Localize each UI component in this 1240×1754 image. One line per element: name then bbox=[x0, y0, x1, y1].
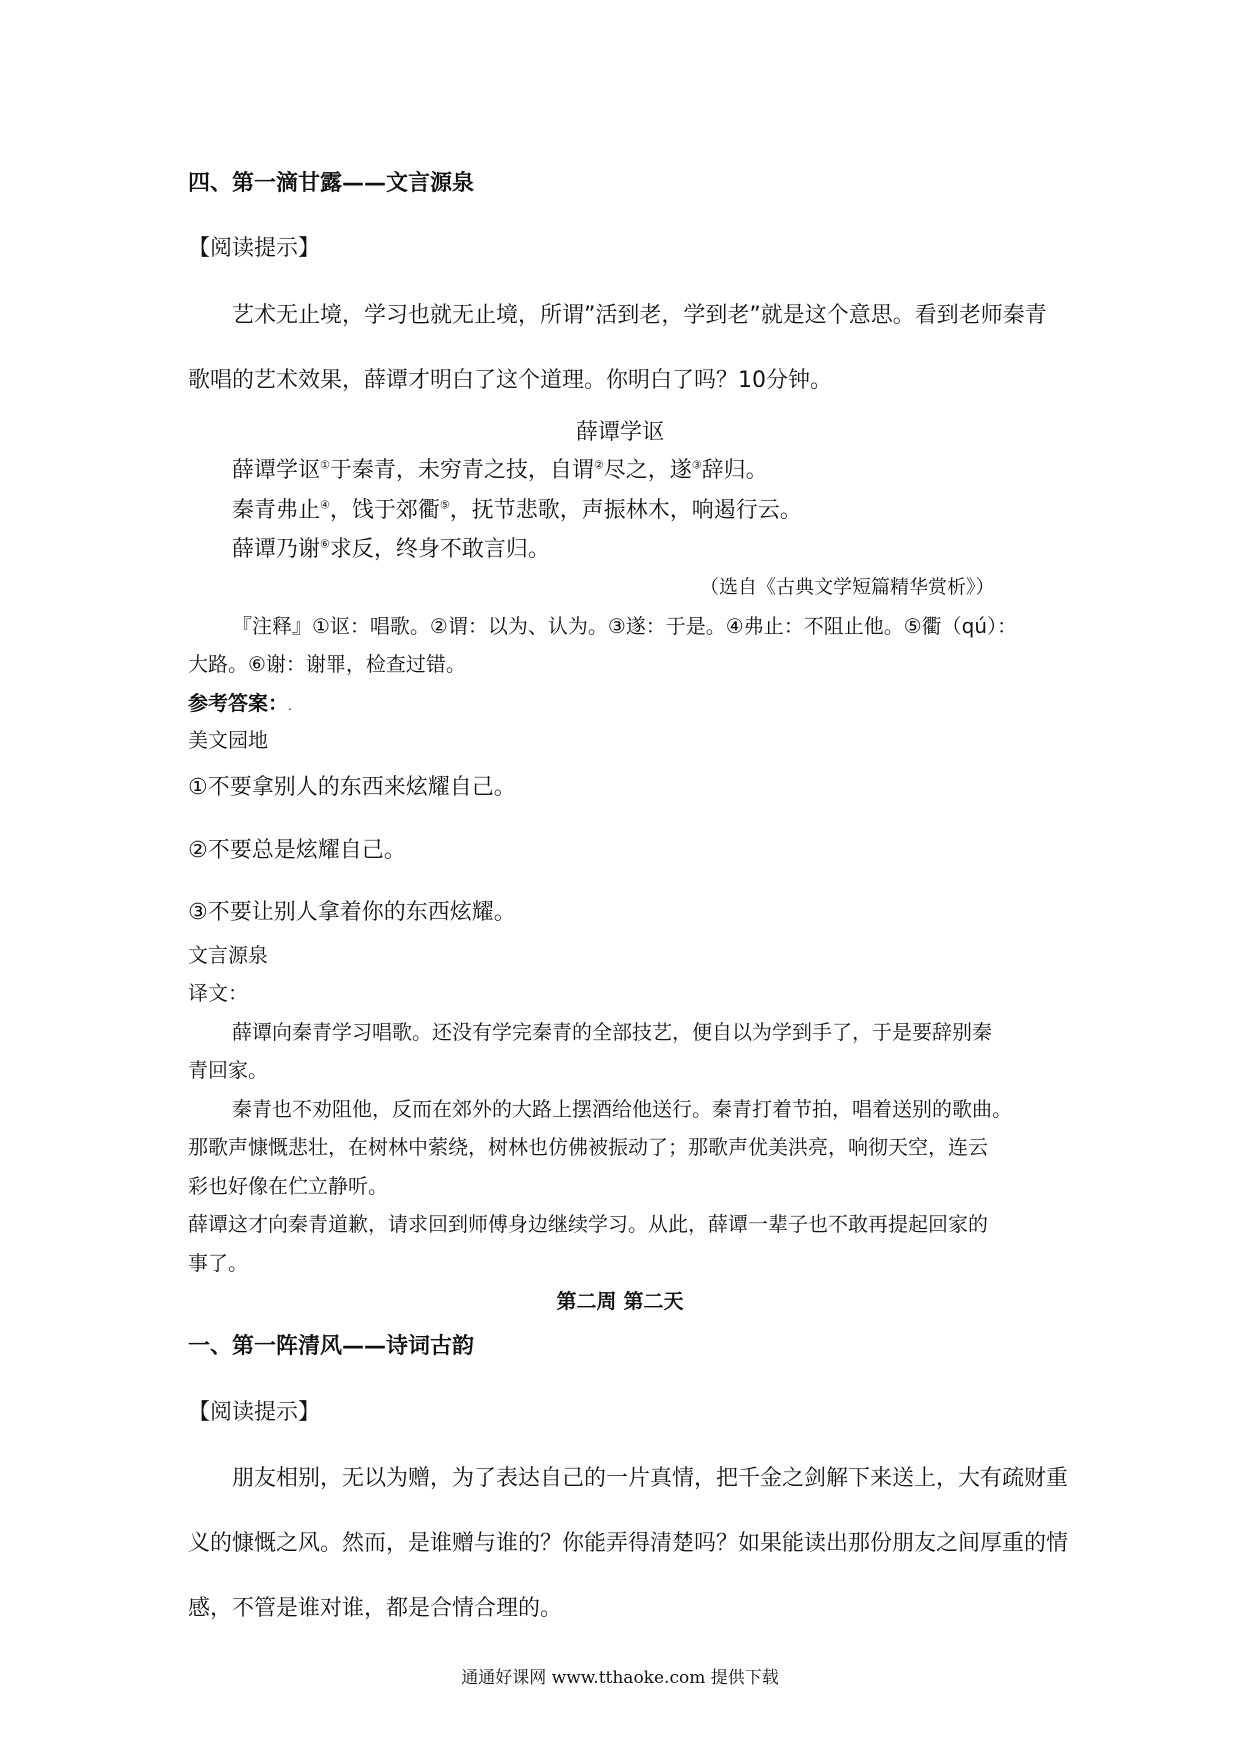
reading-hint-label: 【阅读提示】 bbox=[188, 236, 321, 261]
poem-line: 薛谭学讴①于秦青，未穷青之技，自谓②尽之，遂③辞归。 bbox=[232, 458, 768, 483]
answer-subheading: 美文园地 bbox=[188, 728, 268, 752]
section-heading: 一、第一阵清风——诗词古韵 bbox=[188, 1334, 475, 1359]
translation-text: 彩也好像在伫立静听。 bbox=[188, 1174, 388, 1198]
translation-text: 秦青也不劝阻他，反而在郊外的大路上摆酒给他送行。秦青打着节拍，唱着送别的歌曲。 bbox=[232, 1097, 1012, 1121]
poem-title: 薛谭学讴 bbox=[575, 420, 664, 445]
translation-text: 薛谭向秦青学习唱歌。还没有学完秦青的全部技艺，便自以为学到手了，于是要辞别秦 bbox=[232, 1020, 992, 1044]
poem-line: 秦青弗止④，饯于郊衢⑤，抚节悲歌，声振林木，响遏行云。 bbox=[232, 498, 802, 523]
translation-text: 事了。 bbox=[188, 1251, 248, 1275]
footnote-marker: ⑥ bbox=[320, 537, 330, 551]
reading-hint-text: 朋友相别，无以为赠，为了表达自己的一片真情，把千金之剑解下来送上，大有疏财重 bbox=[232, 1466, 1069, 1491]
poem-line: 薛谭乃谢⑥求反，终身不敢言归。 bbox=[232, 537, 550, 562]
translation-text: 薛谭这才向秦青道歉，请求回到师傅身边继续学习。从此，薛谭一辈子也不敢再提起回家的 bbox=[188, 1212, 988, 1236]
translation-text: 那歌声慷慨悲壮，在树林中萦绕，树林也仿佛被振动了；那歌声优美洪亮，响彻天空，连云 bbox=[188, 1135, 988, 1159]
poem-source: （选自《古典文学短篇精华赏析》） bbox=[700, 576, 995, 598]
reading-hint-label: 【阅读提示】 bbox=[188, 1400, 321, 1425]
answer-item: ②不要总是炫耀自己。 bbox=[188, 838, 406, 863]
annotation-text: 『注释』①讴：唱歌。②谓：以为、认为。③遂：于是。④弗止：不阻止他。⑤衢（qú）： bbox=[232, 614, 1018, 638]
translation-label: 译文： bbox=[188, 981, 248, 1005]
answer-subheading: 文言源泉 bbox=[188, 943, 268, 967]
annotation-text: 大路。⑥谢：谢罪，检查过错。 bbox=[188, 652, 466, 676]
footnote-marker: ④ bbox=[320, 498, 330, 512]
translation-text: 青回家。 bbox=[188, 1058, 268, 1082]
footnote-marker: ③ bbox=[691, 458, 702, 472]
week-heading: 第二周 第二天 bbox=[556, 1289, 684, 1313]
answer-item: ③不要让别人拿着你的东西炫耀。 bbox=[188, 900, 516, 925]
reading-hint-text: 艺术无止境，学习也就无止境，所谓”活到老，学到老”就是这个意思。看到老师秦青 bbox=[232, 303, 1047, 328]
reading-hint-text: 歌唱的艺术效果，薛谭才明白了这个道理。你明白了吗？10分钟。 bbox=[188, 368, 832, 393]
footnote-marker: ⑤ bbox=[439, 498, 450, 512]
footnote-marker: ② bbox=[593, 458, 604, 472]
section-heading: 四、第一滴甘露——文言源泉 bbox=[188, 171, 475, 196]
page-footer: 通通好课网 www.tthaoke.com 提供下载 bbox=[461, 1668, 779, 1688]
reading-hint-text: 义的慷慨之风。然而，是谁赠与谁的？你能弄得清楚吗？如果能读出那份朋友之间厚重的情 bbox=[188, 1531, 1069, 1556]
footnote-marker: ① bbox=[320, 458, 330, 472]
answer-item: ①不要拿别人的东西来炫耀自己。 bbox=[188, 775, 516, 800]
answers-label: 参考答案：. bbox=[188, 691, 292, 715]
reading-hint-text: 感，不管是谁对谁，都是合情合理的。 bbox=[188, 1596, 563, 1621]
